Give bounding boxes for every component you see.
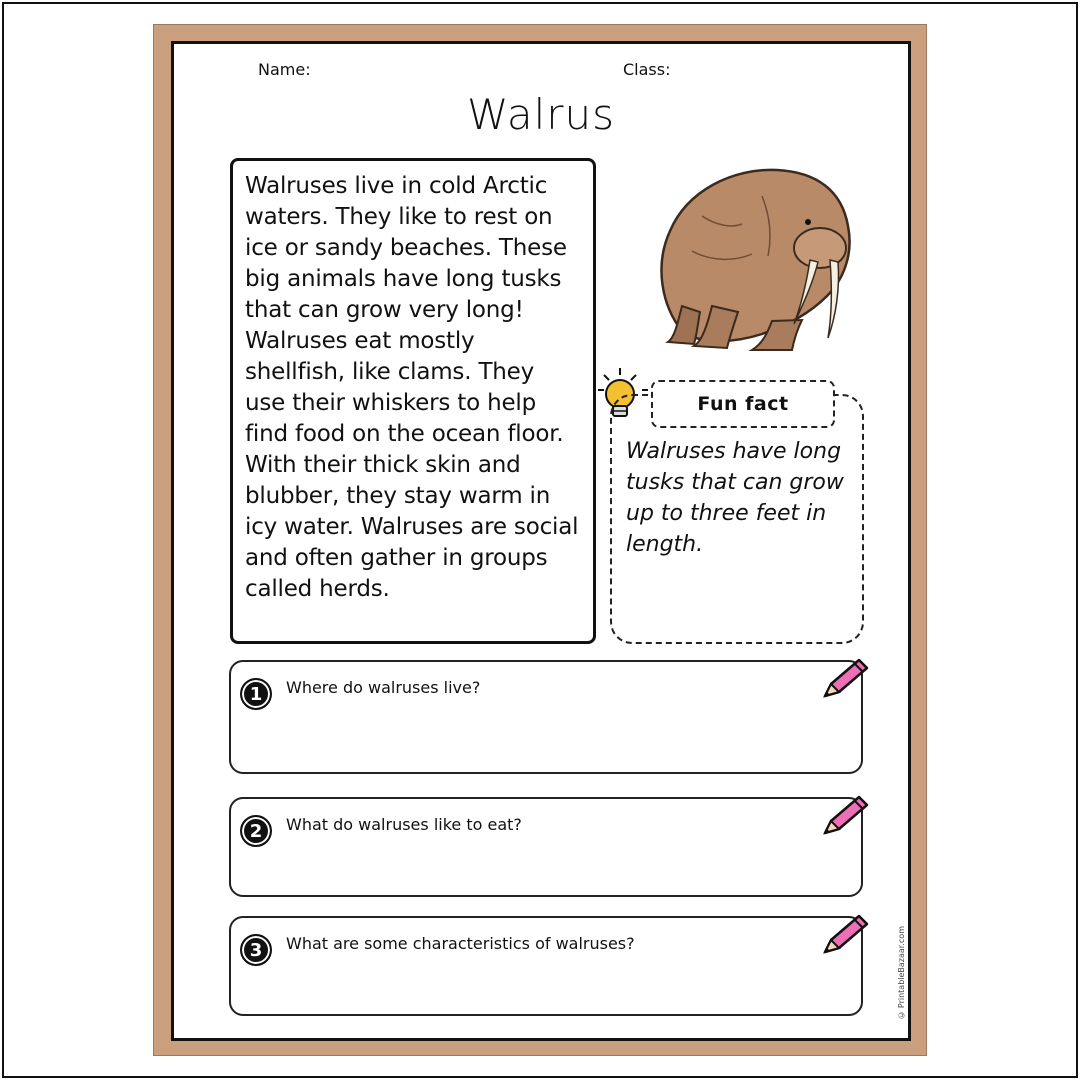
question-2-number: 2 [240,815,272,847]
question-1-answer-box[interactable] [229,660,863,774]
name-label: Name: [258,60,311,79]
fun-fact-text: Walruses have long tusks that can grow up to three feet in length. [626,439,844,557]
question-1-text: Where do walruses live? [286,678,481,697]
question-2-answer-box[interactable] [229,797,863,897]
question-2-text: What do walruses like to eat? [286,815,522,834]
fun-fact-label: Fun fact [651,380,835,428]
pencil-icon [817,910,871,958]
question-3-text: What are some characteristics of walruses? [286,934,635,953]
pencil-icon [817,791,871,839]
copyright-credit: © PrintableBazaar.com [897,926,906,1020]
walrus-illustration [642,156,872,356]
reading-passage-box [230,158,596,644]
worksheet-page [171,41,911,1041]
question-3-number: 3 [240,934,272,966]
pencil-icon [817,654,871,702]
question-3-answer-box[interactable] [229,916,863,1016]
class-label: Class: [623,60,671,79]
page-title: Walrus [466,90,616,139]
walrus-eye [805,219,811,225]
worksheet-background [153,24,927,1056]
fun-fact-box [610,394,864,644]
question-1-number: 1 [240,678,272,710]
reading-passage-text: Walruses live in cold Arctic waters. They like to rest on ice or sandy beaches. These big animals have long tusks that can grow very long! Walruses eat mostly shellfish, like clams. They use their whiskers to help find food on the ocean floor. With their thick skin and blubber, they stay warm in icy water. Walruses are social and often gather in groups called herds. [245,173,579,602]
